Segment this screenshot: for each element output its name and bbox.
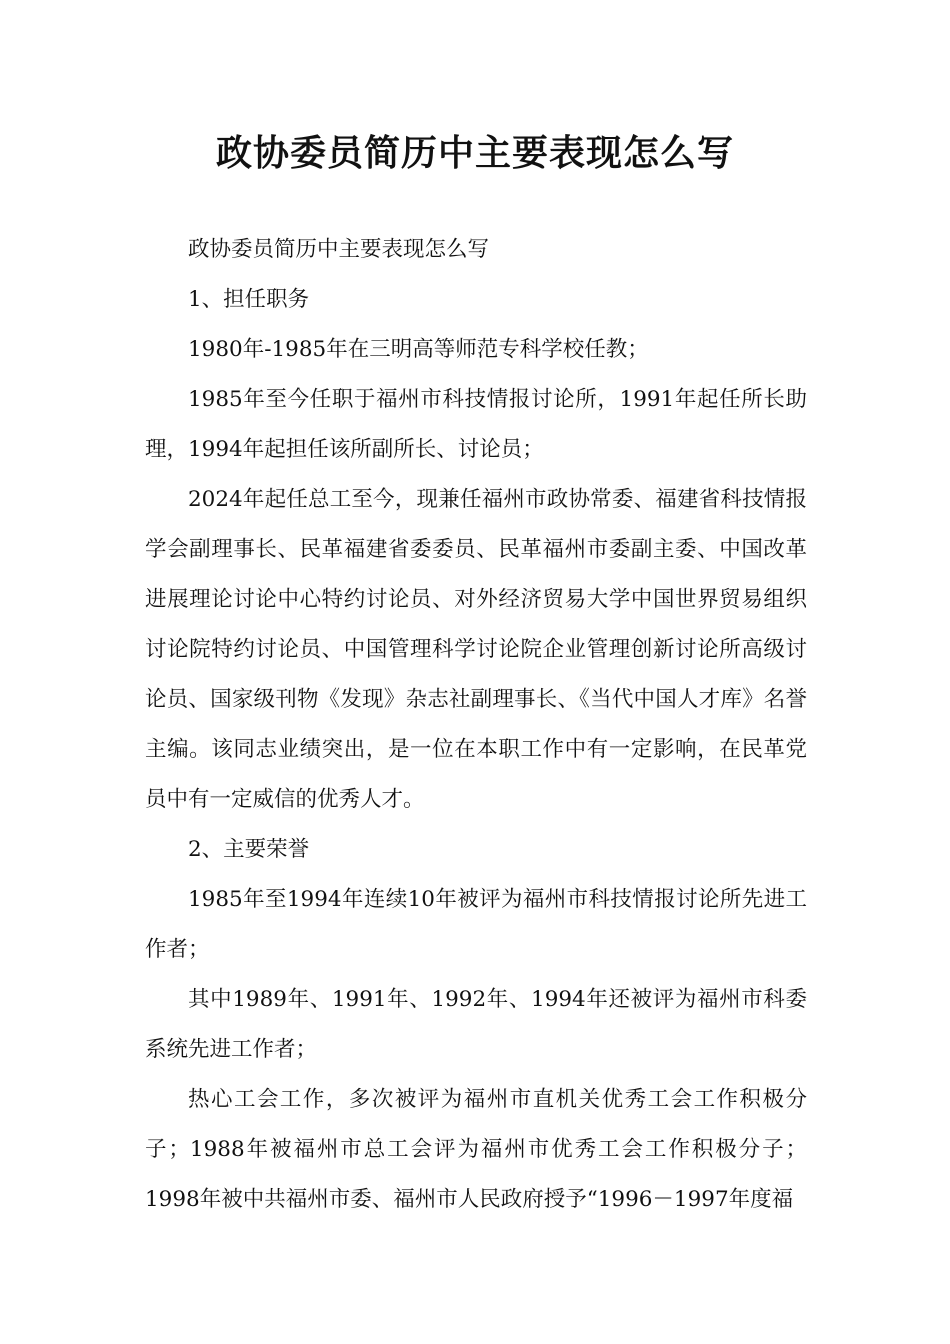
paragraph-institute: 1985年至今任职于福州市科技情报讨论所，1991年起任所长助理，1994年起担任该所副所长、讨论员；	[145, 387, 807, 462]
paragraph-subtitle: 政协委员简历中主要表现怎么写	[188, 237, 490, 262]
paragraph-union-work: 热心工会工作，多次被评为福州市直机关优秀工会工作积极分子；1988年被福州市总工会评为福州市优秀工会工作积极分子；1998年被中共福州市委、福州市人民政府授予“1996－1997年度福	[145, 1087, 807, 1212]
paragraph-teaching: 1980年-1985年在三明高等师范专科学校任教；	[188, 337, 649, 362]
document-body	[145, 225, 807, 1225]
document-title: 政协委员简历中主要表现怎么写	[215, 133, 734, 174]
paragraph-advanced-worker: 1985年至1994年连续10年被评为福州市科技情报讨论所先进工作者；	[145, 887, 807, 962]
section-heading-positions: 1、担任职务	[188, 287, 310, 312]
paragraph-science-commission: 其中1989年、1991年、1992年、1994年还被评为福州市科委系统先进工作者；	[145, 987, 807, 1062]
paragraph-current-roles: 2024年起任总工至今，现兼任福州市政协常委、福建省科技情报学会副理事长、民革福建省委委员、民革福州市委副主委、中国改革进展理论讨论中心特约讨论员、对外经济贸易大学中国世界贸易组织讨论院特约讨论员、中国管理科学讨论院企业管理创新讨论所高级讨论员、国家级刊物《发现》杂志社副理事长、《当代中国人才库》名誉主编。该同志业绩突出，是一位在本职工作中有一定影响，在民革党员中有一定威信的优秀人才。	[145, 487, 807, 812]
section-heading-honors: 2、主要荣誉	[188, 837, 310, 862]
